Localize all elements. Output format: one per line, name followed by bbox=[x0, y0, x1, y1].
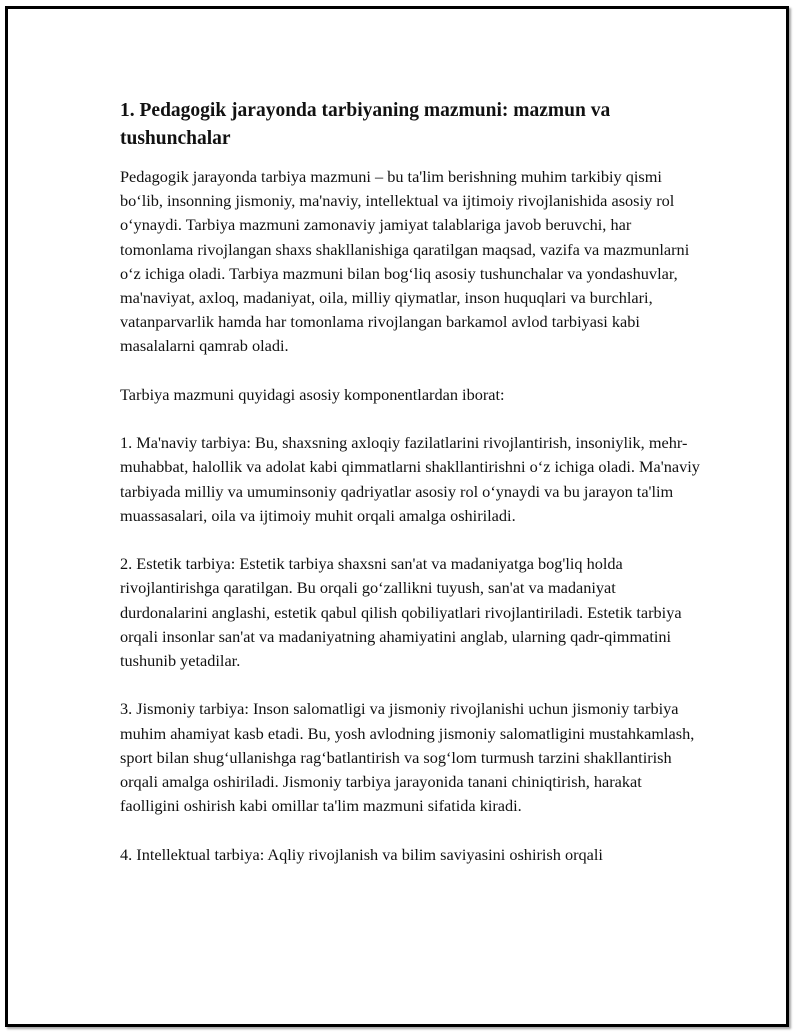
document-page bbox=[5, 6, 789, 1027]
document-body bbox=[120, 97, 700, 891]
aesthetic-education-paragraph: 2. Estetik tarbiya: Estetik tarbiya shaxsni san'at va madaniyatga bog'liq holda rivojlantirishga qaratilgan. Bu orqali go‘zallikni tuyush, san'at va madaniyat durdonalarini anglashi, estetik qabul qilish qobiliyatlari rivojlantiriladi. Estetik tarbiya orqali insonlar san'at va madaniyatning ahamiyatini anglab, ularning qadr-qimmatini tushunib yetadilar. bbox=[120, 554, 682, 671]
components-intro-paragraph: Tarbiya mazmuni quyidagi asosiy komponentlardan iborat: bbox=[120, 384, 505, 404]
intro-paragraph: Pedagogik jarayonda tarbiya mazmuni – bu ta'lim berishning muhim tarkibiy qismi bo‘lib, insonning jismoniy, ma'naviy, intellektual va ijtimoiy rivojlanishida asosiy rol o‘ynaydi. Tarbiya mazmuni zamonaviy jamiyat talablariga javob beruvchi, har tomonlama rivojlangan shaxs shakllanishiga qaratilgan maqsad, vazifa va mazmunlarni o‘z ichiga oladi. Tarbiya mazmuni bilan bog‘liq asosiy tushunchalar va yondashuvlar, ma'naviyat, axloq, madaniyat, oila, milliy qiymatlar, inson huquqlari va burchlari, vatanparvarlik hamda har tomonlama rivojlangan barkamol avlod tarbiyasi kabi masalalarni qamrab oladi. bbox=[120, 167, 690, 356]
intellectual-education-paragraph: 4. Intellektual tarbiya: Aqliy rivojlanish va bilim saviyasini oshirish orqali bbox=[120, 844, 603, 864]
spiritual-education-paragraph: 1. Ma'naviy tarbiya: Bu, shaxsning axloqiy fazilatlarini rivojlantirish, insoniylik, mehr-muhabbat, halollik va adolat kabi qimmatlarni shakllantirishni o‘z ichiga oladi. Ma'naviy tarbiyada milliy va umuminsoniy qadriyatlar asosiy rol o‘ynaydi va bu jarayon ta'lim muassasalari, oila va ijtimoiy muhit orqali amalga oshiriladi. bbox=[120, 433, 700, 525]
physical-education-paragraph: 3. Jismoniy tarbiya: Inson salomatligi va jismoniy rivojlanishi uchun jismoniy tarbiya muhim ahamiyat kasb etadi. Bu, yosh avlodning jismoniy salomatligini mustahkamlash, sport bilan shug‘ullanishga rag‘batlantirish va sog‘lom turmush tarzini shakllantirish orqali amalga oshiriladi. Jismoniy tarbiya jarayonida tanani chiniqtirish, harakat faolligini oshirish kabi omillar ta'lim mazmuni sifatida kiradi. bbox=[120, 699, 695, 816]
section-heading: 1. Pedagogik jarayonda tarbiyaning mazmuni: mazmun va tushunchalar bbox=[120, 100, 611, 149]
